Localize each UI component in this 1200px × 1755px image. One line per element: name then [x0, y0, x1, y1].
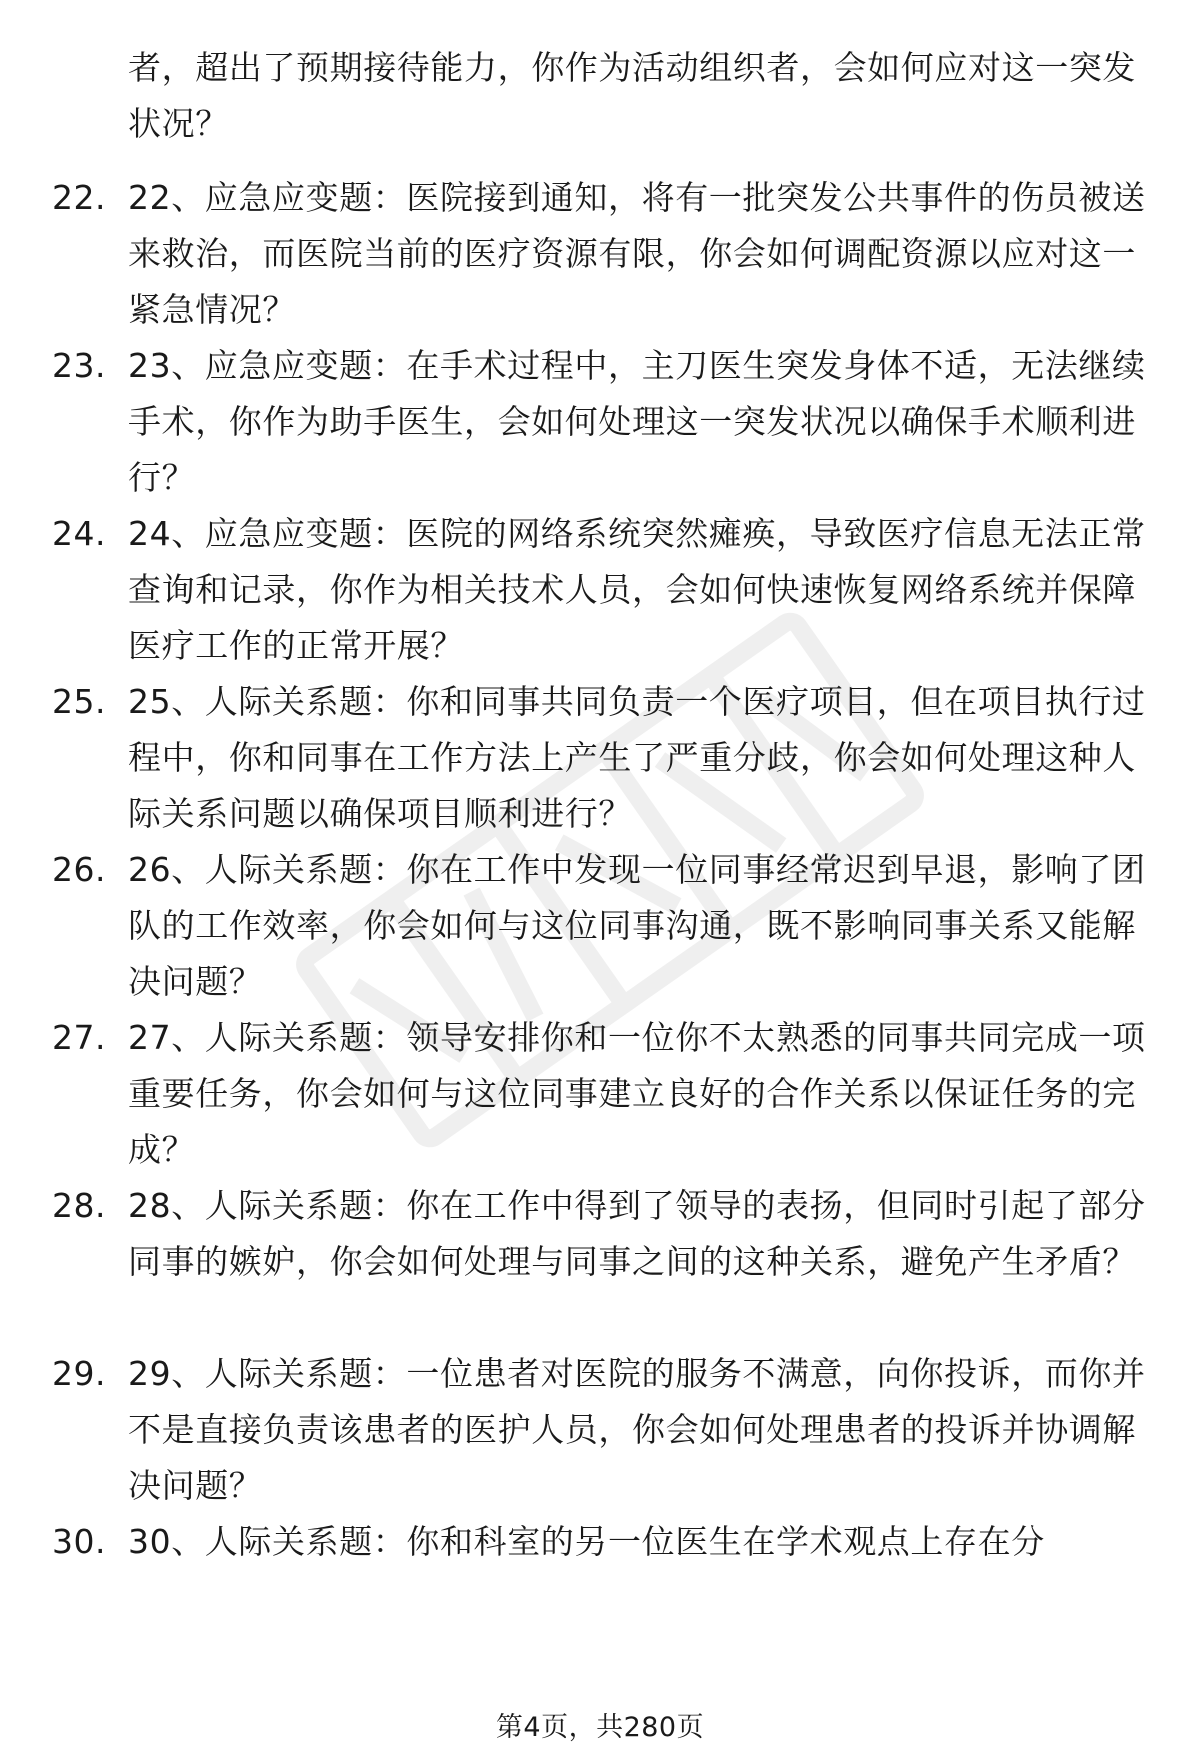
item-number: 23.	[52, 346, 106, 385]
item-number: 25.	[52, 682, 106, 721]
item-number: 22.	[52, 178, 106, 217]
continuation-text: 者，超出了预期接待能力，你作为活动组织者，会如何应对这一突发状况？	[128, 48, 1136, 143]
item-text: 25、人际关系题：你和同事共同负责一个医疗项目，但在项目执行过程中，你和同事在工作方法上产生了严重分歧，你会如何处理这种人际关系问题以确保项目顺利进行？	[128, 682, 1146, 833]
item-text: 29、人际关系题：一位患者对医院的服务不满意，向你投诉，而你并不是直接负责该患者的医护人员，你会如何处理患者的投诉并协调解决问题？	[128, 1354, 1146, 1505]
item-text: 26、人际关系题：你在工作中发现一位同事经常迟到早退，影响了团队的工作效率，你会如何与这位同事沟通，既不影响同事关系又能解决问题？	[128, 850, 1146, 1001]
item-number: 28.	[52, 1186, 106, 1225]
item-number: 30.	[52, 1522, 106, 1561]
item-number: 27.	[52, 1018, 106, 1057]
item-text: 30、人际关系题：你和科室的另一位医生在学术观点上存在分	[128, 1522, 1045, 1561]
item-number: 24.	[52, 514, 106, 553]
item-text: 24、应急应变题：医院的网络系统突然瘫痪，导致医疗信息无法正常查询和记录，你作为相关技术人员，会如何快速恢复网络系统并保障医疗工作的正常开展？	[128, 514, 1146, 665]
item-text: 27、人际关系题：领导安排你和一位你不太熟悉的同事共同完成一项重要任务，你会如何与这位同事建立良好的合作关系以保证任务的完成？	[128, 1018, 1146, 1169]
item-text: 28、人际关系题：你在工作中得到了领导的表扬，但同时引起了部分同事的嫉妒，你会如何处理与同事之间的这种关系，避免产生矛盾？	[128, 1186, 1146, 1281]
page-footer: 第4页，共280页	[495, 1712, 705, 1743]
item-number: 26.	[52, 850, 106, 889]
item-text: 23、应急应变题：在手术过程中，主刀医生突发身体不适，无法继续手术，你作为助手医生，会如何处理这一突发状况以确保手术顺利进行？	[128, 346, 1146, 497]
item-text: 22、应急应变题：医院接到通知，将有一批突发公共事件的伤员被送来救治，而医院当前的医疗资源有限，你会如何调配资源以应对这一紧急情况？	[128, 178, 1146, 329]
item-number: 29.	[52, 1354, 106, 1393]
